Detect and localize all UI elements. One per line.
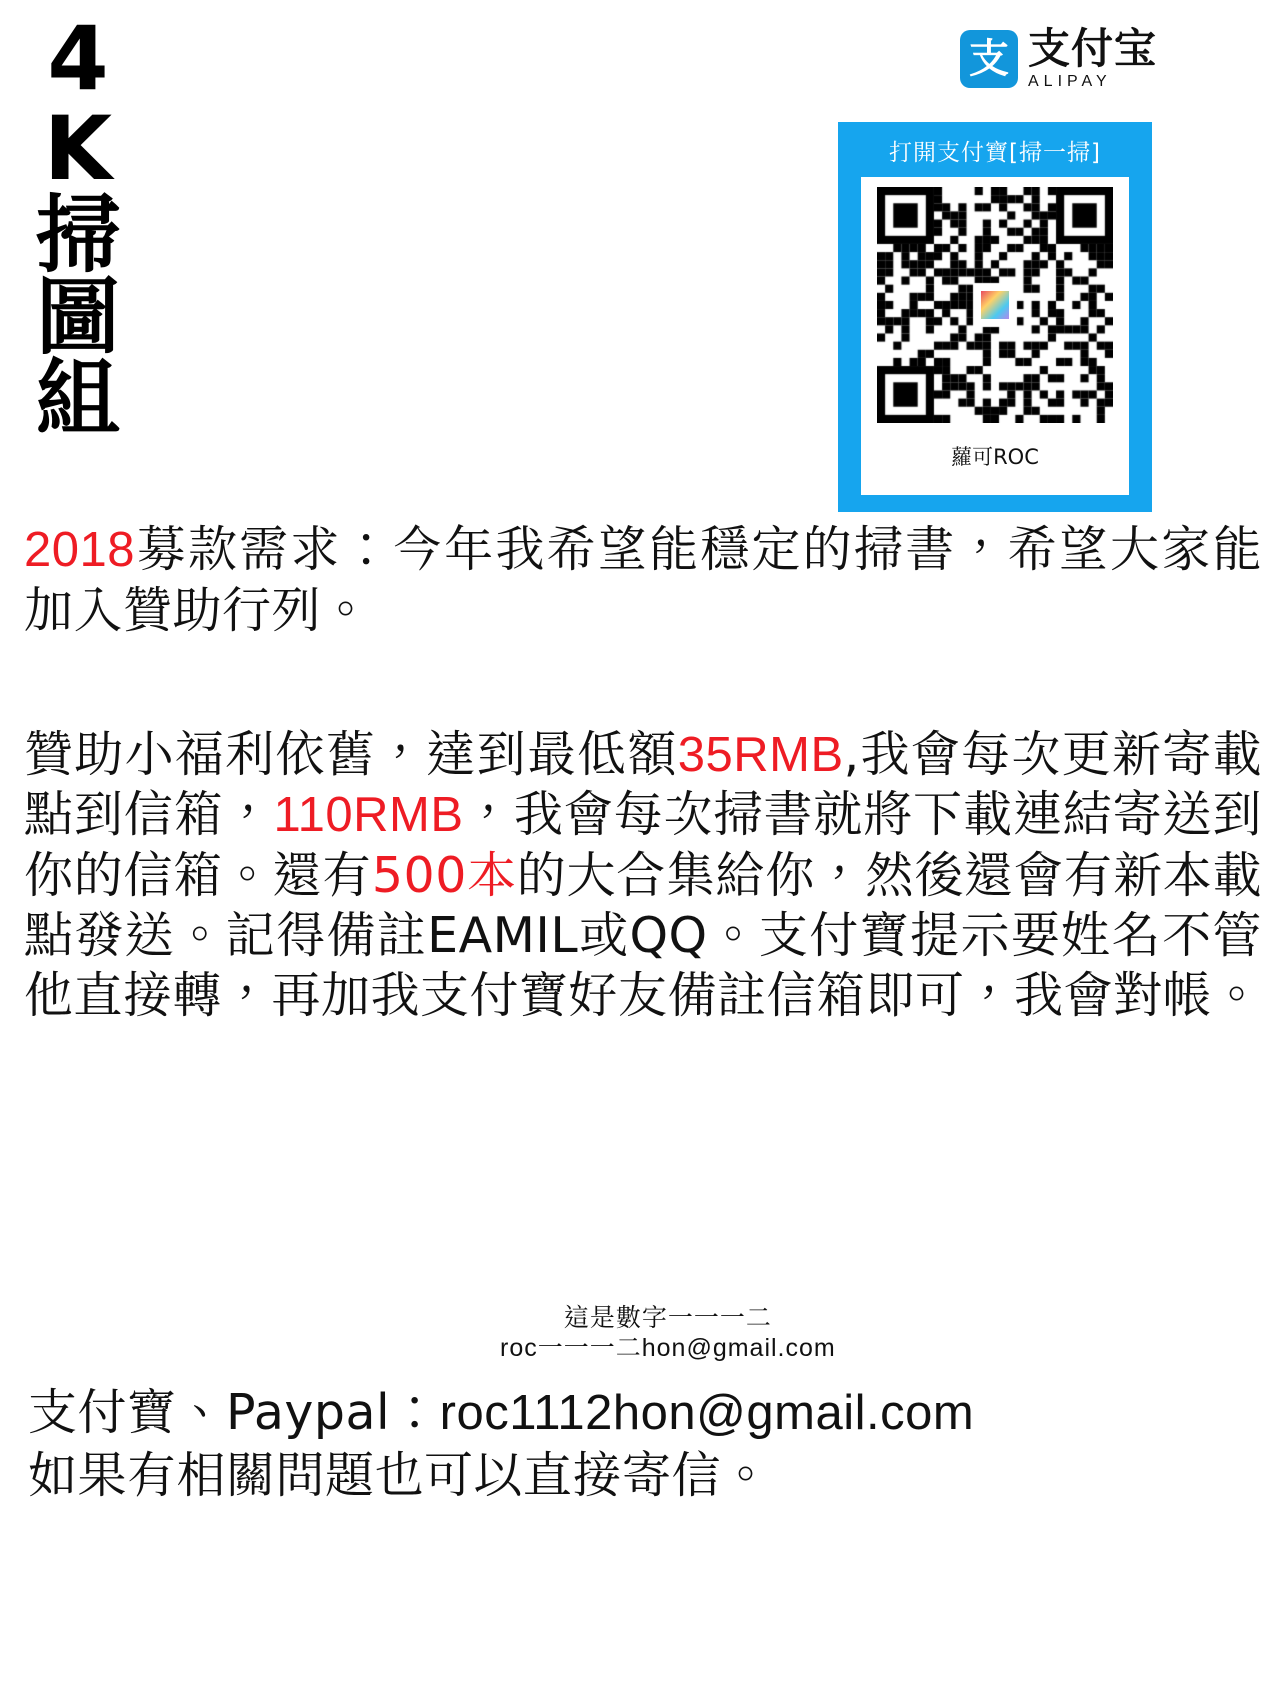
paragraph-tier-benefits — [24, 725, 1262, 1026]
tier-text-1: 贊助小福利依舊，達到最低額 — [24, 725, 678, 783]
title-char-1: K — [43, 96, 113, 200]
paragraph-funding-goal — [24, 520, 1262, 641]
tier-amount-110: 110RMB — [273, 788, 464, 843]
body-text — [24, 520, 1262, 1025]
title-char-3: 圖 — [35, 267, 120, 366]
title-char-2: 掃 — [35, 185, 120, 284]
alipay-icon: 支 — [960, 30, 1018, 88]
alipay-brand-cn: 支付宝 — [1028, 24, 1158, 73]
tier-amount-35: 35RMB — [677, 727, 844, 782]
tier-bonus-500: 500本 — [371, 847, 517, 905]
annotation-line-1: 這是數字一一一二 — [563, 1303, 772, 1332]
vertical-title — [18, 7, 138, 449]
annotation-line-2: roc一一一二hon@gmail.com — [500, 1334, 836, 1363]
email-annotation — [500, 1302, 836, 1365]
qr-center-avatar-icon — [978, 288, 1012, 322]
title-char-0: 4 — [47, 7, 109, 110]
footer-note: 如果有相關問題也可以直接寄信。 — [28, 1446, 771, 1504]
alipay-logo — [960, 24, 1158, 90]
tier-text-4: 的大合集給你，然後還會有新本載點發送。記得備註EAMIL或QQ。支付寶提示要姓名不管他直接轉，再加我支付寶好友備註信箱即可，我會對帳。 — [24, 847, 1262, 1024]
contact-footer — [28, 1382, 1262, 1507]
alipay-qr-panel — [838, 122, 1152, 512]
payment-contact-line — [28, 1382, 1262, 1445]
qr-account-name: 蘿可ROC — [951, 445, 1039, 469]
tier-text-3: ，我會每次掃書就將下載連結寄送到你的信箱。還有 — [24, 786, 1262, 905]
tier-text-2: ,我會每次更新寄載點到信箱， — [24, 725, 1262, 844]
payment-methods-label: 支付寶、Paypal： — [28, 1384, 440, 1441]
title-char-4: 組 — [35, 350, 120, 449]
qr-code-image — [877, 187, 1113, 423]
paragraph1-rest: 募款需求：今年我希望能穩定的掃書，希望大家能加入贊助行列。 — [24, 521, 1262, 639]
qr-card — [861, 177, 1129, 495]
qr-caption: 打開支付寶[掃一掃] — [889, 140, 1101, 166]
year-2018: 2018 — [24, 523, 136, 577]
alipay-wordmark — [1028, 24, 1158, 90]
alipay-brand-en: ALIPAY — [1028, 73, 1112, 90]
contact-email[interactable]: roc1112hon@gmail.com — [439, 1386, 975, 1440]
